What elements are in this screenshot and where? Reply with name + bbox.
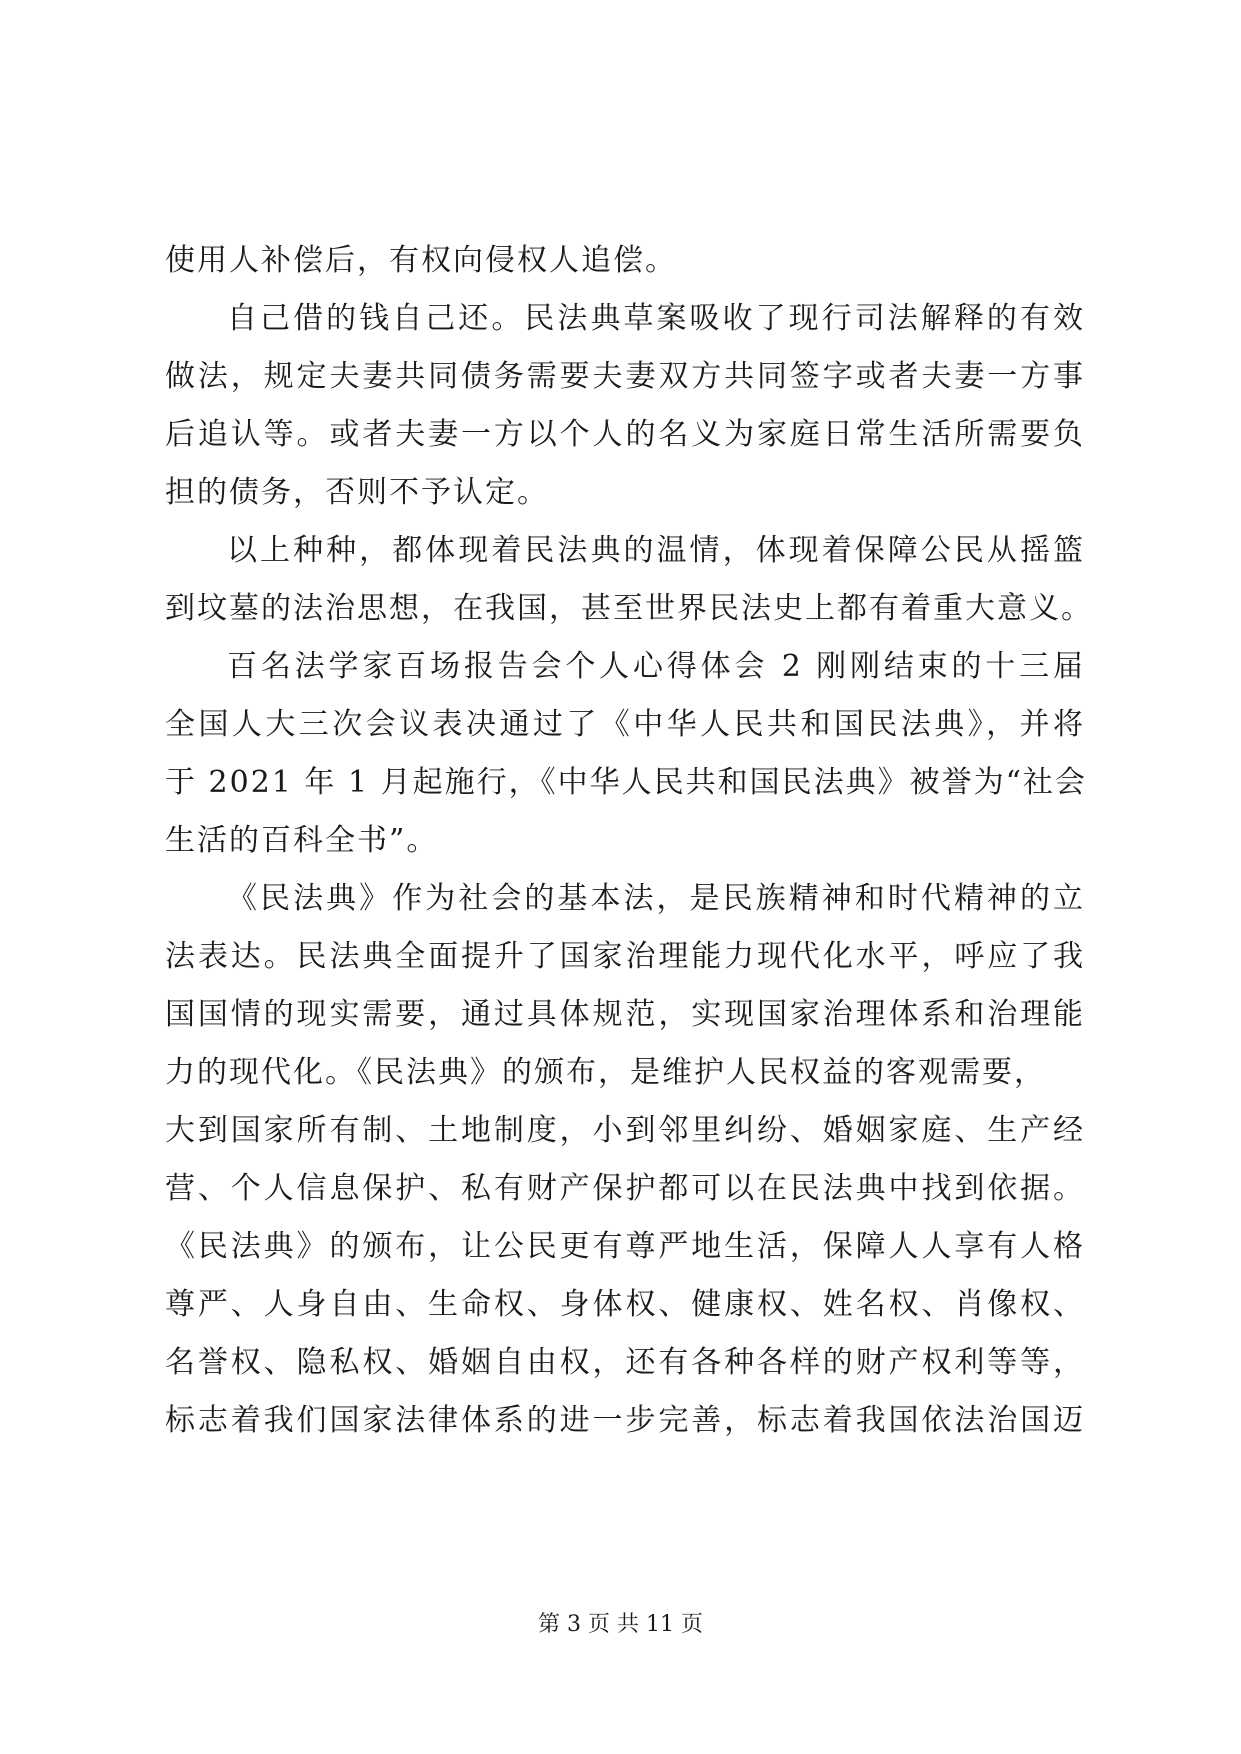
- paragraph-line: 全国人大三次会议表决通过了《中华人民共和国民法典》，并将: [165, 707, 1085, 742]
- paragraph-line: 担的债务，否则不予认定。: [165, 475, 549, 510]
- paragraph-line: 自己借的钱自己还。民法典草案吸收了现行司法解释的有效: [227, 301, 1085, 336]
- page-number-footer: 第 3 页 共 11 页: [538, 1612, 703, 1637]
- paragraph-line: 到坟墓的法治思想，在我国，甚至世界民法史上都有着重大意义。: [165, 591, 1093, 626]
- paragraph-line: 《民法典》的颁布，让公民更有尊严地生活，保障人人享有人格: [165, 1229, 1085, 1264]
- paragraph-line: 标志着我们国家法律体系的进一步完善，标志着我国依法治国迈: [165, 1403, 1085, 1438]
- paragraph-line: 力的现代化。《民法典》的颁布，是维护人民权益的客观需要，: [165, 1055, 1046, 1090]
- paragraph-line: 于 2021 年 1 月起施行，《中华人民共和国民法典》被誉为“社会: [165, 765, 1087, 800]
- paragraph-line: 名誉权、隐私权、婚姻自由权，还有各种各样的财产权利等等，: [165, 1345, 1085, 1380]
- paragraph-line: 做法，规定夫妻共同债务需要夫妻双方共同签字或者夫妻一方事: [165, 359, 1085, 394]
- paragraph-line: 使用人补偿后，有权向侵权人追偿。: [165, 243, 677, 278]
- paragraph-line: 营、个人信息保护、私有财产保护都可以在民法典中找到依据。: [165, 1171, 1085, 1206]
- paragraph-line: 法表达。民法典全面提升了国家治理能力现代化水平，呼应了我: [165, 939, 1085, 974]
- paragraph-line: 后追认等。或者夫妻一方以个人的名义为家庭日常生活所需要负: [165, 417, 1085, 452]
- paragraph-line: 百名法学家百场报告会个人心得体会 2 刚刚结束的十三届: [227, 649, 1085, 684]
- paragraph-line: 生活的百科全书”。: [165, 823, 439, 858]
- paragraph-line: 国国情的现实需要，通过具体规范，实现国家治理体系和治理能: [165, 997, 1085, 1032]
- paragraph-line: 尊严、人身自由、生命权、身体权、健康权、姓名权、肖像权、: [165, 1287, 1085, 1322]
- document-body: [165, 232, 1093, 1450]
- paragraph-line: 以上种种，都体现着民法典的温情，体现着保障公民从摇篮: [227, 533, 1085, 568]
- paragraph-line: 大到国家所有制、土地制度，小到邻里纠纷、婚姻家庭、生产经: [165, 1113, 1085, 1148]
- paragraph-line: 《民法典》作为社会的基本法，是民族精神和时代精神的立: [227, 881, 1085, 916]
